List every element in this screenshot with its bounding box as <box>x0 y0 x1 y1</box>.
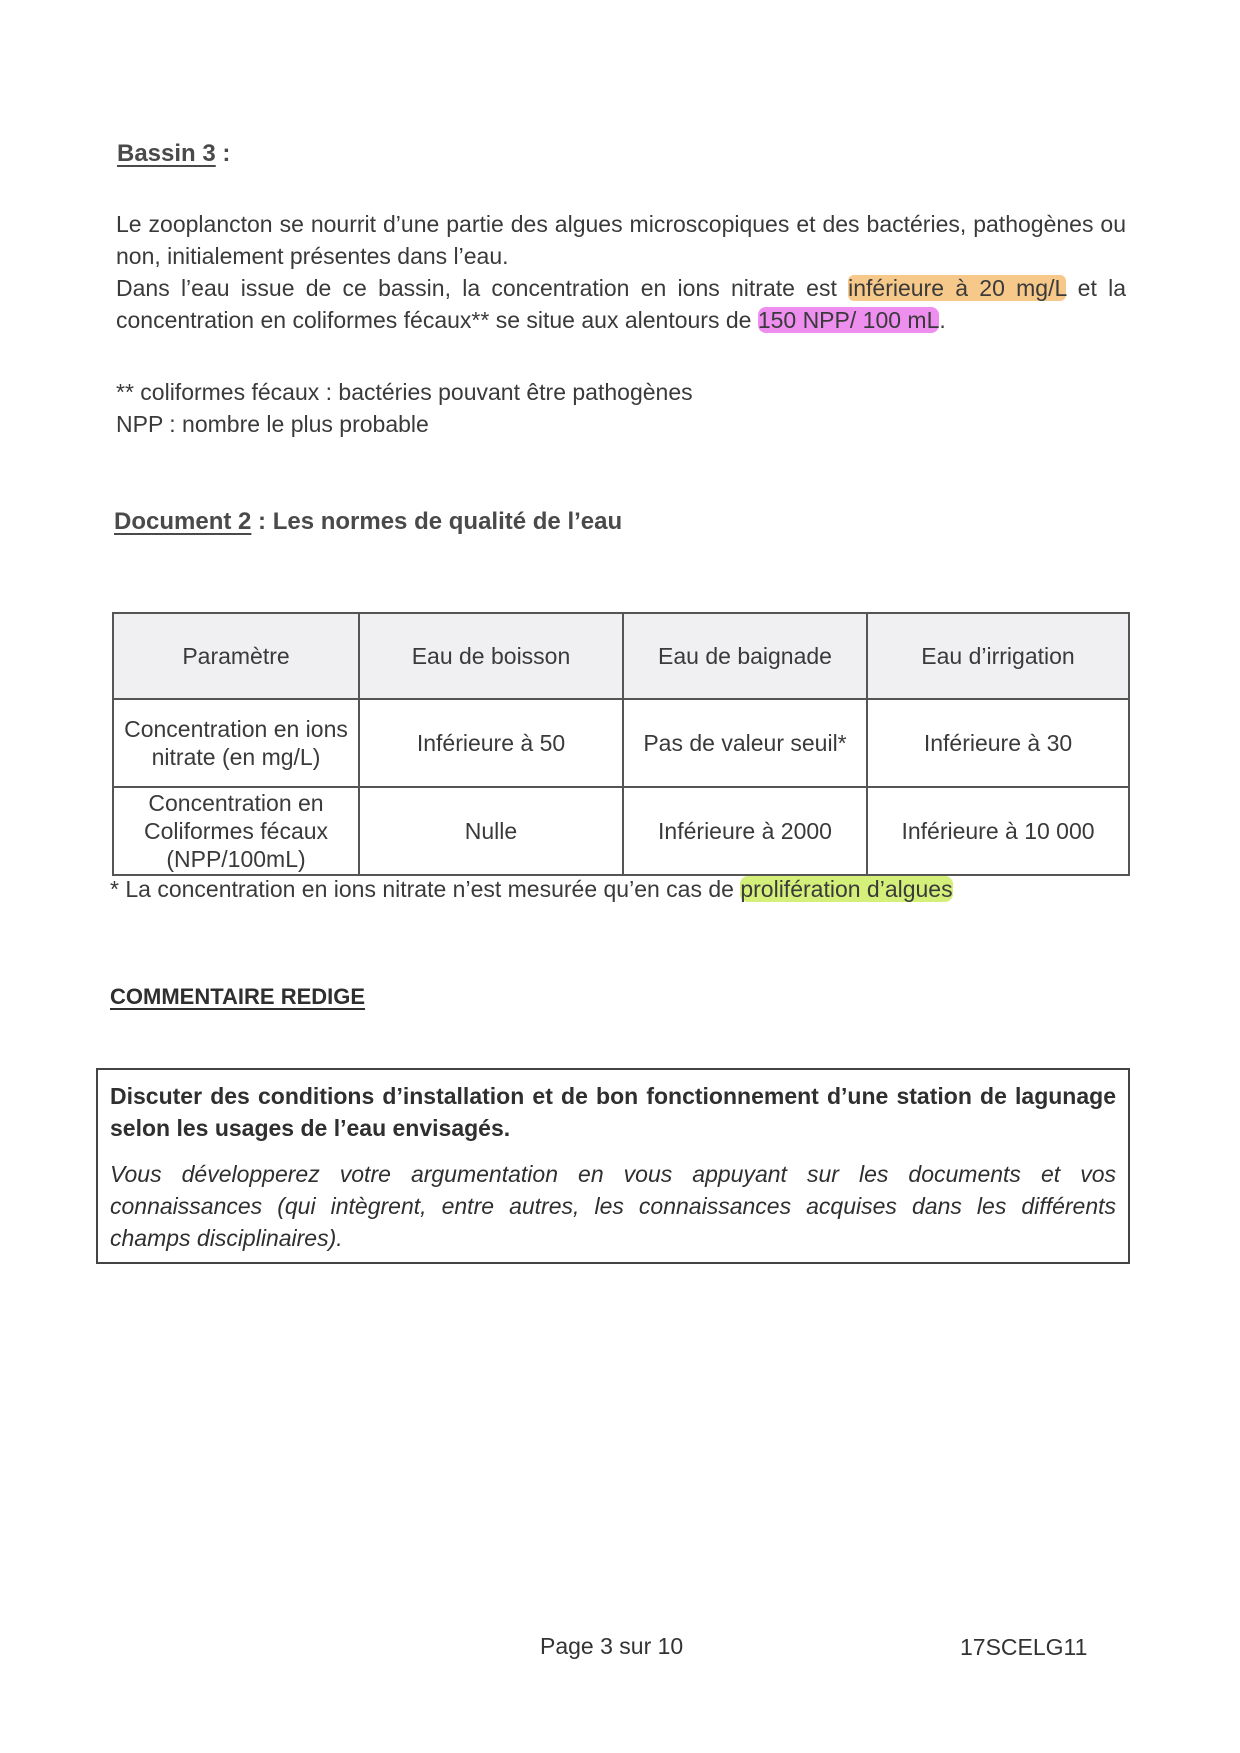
page-number: Page 3 sur 10 <box>540 1633 684 1659</box>
table-cell: Inférieure à 10 000 <box>867 787 1129 875</box>
table-header-cell: Eau de boisson <box>359 613 623 699</box>
table-cell: Inférieure à 30 <box>867 699 1129 787</box>
document-2-heading <box>114 508 622 536</box>
bassin-paragraph-1: Le zooplancton se nourrit d’une partie des algues microscopiques et des bactéries, pathogènes ou non, initialement présentes dans l’eau. <box>116 211 1126 269</box>
water-quality-table <box>112 612 1130 876</box>
table-cell: Pas de valeur seuil* <box>623 699 867 787</box>
table-header-cell: Paramètre <box>113 613 359 699</box>
table-header-cell: Eau d’irrigation <box>867 613 1129 699</box>
table-row <box>113 787 1129 875</box>
section-heading-bassin-3 <box>117 140 230 168</box>
bassin-description <box>116 208 1126 336</box>
table-footnote <box>110 876 953 903</box>
document-code: 17SCELG11 <box>960 1634 1088 1660</box>
highlight-coliformes-value: 150 NPP/ 100 mL <box>757 307 940 333</box>
task-box <box>96 1068 1130 1264</box>
table-footnote-text: * La concentration en ions nitrate n’est mesurée qu’en cas de <box>110 876 741 902</box>
bassin-paragraph-2 <box>116 272 1126 336</box>
table-header-cell: Eau de baignade <box>623 613 867 699</box>
table-cell: Inférieure à 2000 <box>623 787 867 875</box>
footnote-coliformes: ** coliformes fécaux : bactéries pouvant être pathogènes <box>116 379 693 405</box>
footnotes <box>116 376 1116 440</box>
bassin-p2-end: . <box>939 307 946 333</box>
task-instruction: Vous développerez votre argumentation en vous appuyant sur les documents et vos connaissances (qui intègrent, entre autres, les connaissances acquises dans les différents champs disciplinaires). <box>110 1161 1116 1251</box>
highlight-proliferation: prolifération d’algues <box>740 876 953 902</box>
table-cell: Inférieure à 50 <box>359 699 623 787</box>
table-row-label: Concentration en Coliformes fécaux (NPP/100mL) <box>113 787 359 875</box>
document-2-title: : Les normes de qualité de l’eau <box>251 508 623 535</box>
table-row-label: Concentration en ions nitrate (en mg/L) <box>113 699 359 787</box>
commentaire-heading: COMMENTAIRE REDIGE <box>110 984 366 1009</box>
footnote-npp: NPP : nombre le plus probable <box>116 411 429 437</box>
bassin-title-label: Bassin 3 <box>117 140 216 167</box>
highlight-nitrate-value: inférieure à 20 mg/L <box>848 275 1067 301</box>
bassin-title-suffix: : <box>215 140 231 167</box>
table-header-row <box>113 613 1129 699</box>
document-2-label: Document 2 <box>114 508 252 535</box>
table-row <box>113 699 1129 787</box>
table-cell: Nulle <box>359 787 623 875</box>
bassin-p2-text-b: et la concentration en coliformes fécaux** se situe aux alentours de <box>116 275 1126 333</box>
bassin-p2-text-a: Dans l’eau issue de ce bassin, la concentration en ions nitrate est <box>116 275 849 301</box>
task-question: Discuter des conditions d’installation et de bon fonctionnement d’une station de lagunage selon les usages de l’eau envisagés. <box>110 1083 1116 1141</box>
